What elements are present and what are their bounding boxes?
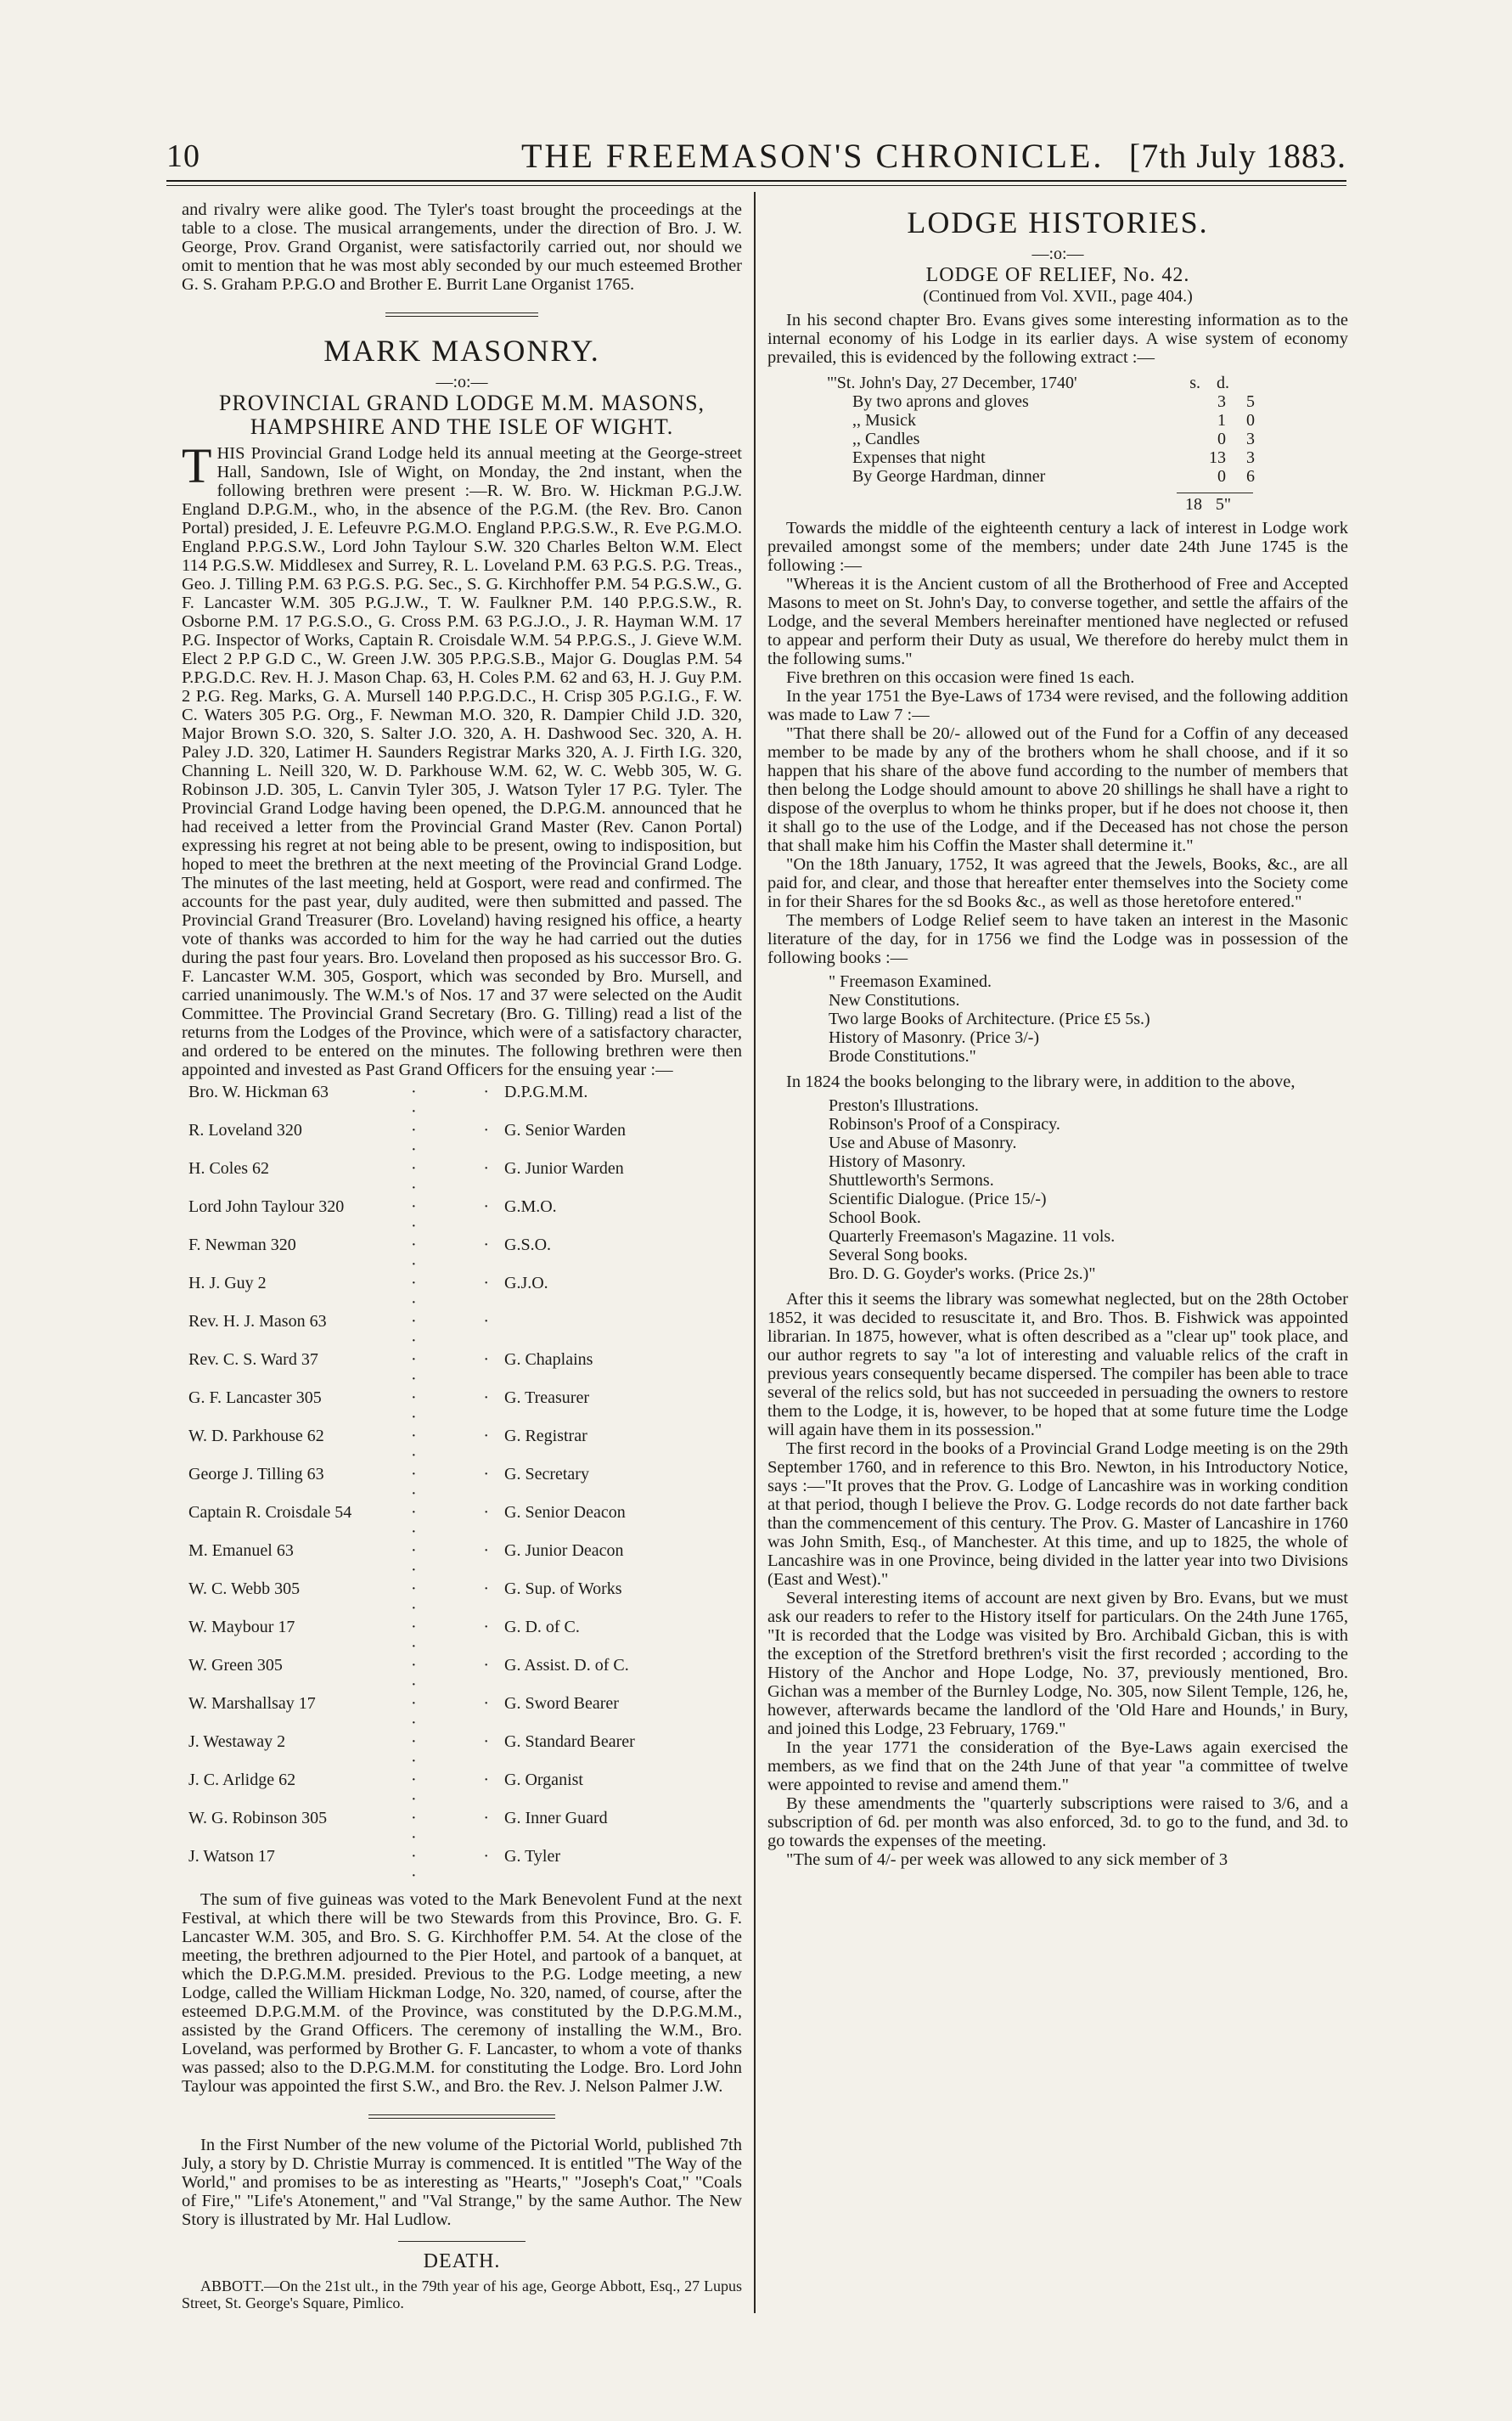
officer-row	[182, 1656, 742, 1694]
officer-role: G.J.O.	[504, 1274, 548, 1292]
officer-name: M. Emanuel 63	[188, 1541, 294, 1560]
account-d: 3	[1246, 430, 1255, 448]
leader-dots: · · ·	[411, 1236, 504, 1274]
masthead-title: THE FREEMASON'S CHRONICLE.	[521, 137, 1104, 175]
officer-row	[182, 1771, 742, 1809]
officer-name: H. J. Guy 2	[188, 1274, 267, 1292]
officer-name: Captain R. Croisdale 54	[188, 1503, 352, 1522]
account-total: 18 5"	[1177, 493, 1253, 514]
book-entry: Several Song books.	[829, 1246, 968, 1264]
death-heading: DEATH.	[423, 2250, 501, 2272]
leader-dots: · · ·	[411, 1618, 504, 1656]
officer-row	[182, 1847, 742, 1885]
header-rule-thin	[166, 185, 1346, 186]
leader-dots: · · ·	[411, 1388, 504, 1427]
officer-role: G. Chaplains	[504, 1350, 593, 1369]
lodge-of-relief-heading: LODGE OF RELIEF, No. 42.	[925, 264, 1190, 286]
book-entry: School Book.	[829, 1208, 921, 1227]
officer-role: G. Organist	[504, 1771, 583, 1789]
account-s: 1	[1217, 411, 1226, 430]
book-entry: Two large Books of Architecture. (Price £5 5s.)	[829, 1010, 1150, 1028]
leader-dots: · · ·	[411, 1541, 504, 1579]
officer-name: W. Green 305	[188, 1656, 283, 1675]
book-entry: Shuttleworth's Sermons.	[829, 1171, 994, 1190]
officer-role: G. Assist. D. of C.	[504, 1656, 629, 1675]
officer-role: D.P.G.M.M.	[504, 1083, 588, 1101]
officer-row	[182, 1503, 742, 1541]
account-row	[827, 392, 1348, 411]
account-row	[827, 467, 1348, 486]
right-para-10: After this it seems the library was somewhat neglected, but on the 28th October 1852, it was decided to resuscitate it, and Bro. Thos. B. Fishwick was appointed librarian. In 1875, however, what is often described as a "clear up" took place, and our author regrets to say "a lot of interesting and valuable relics of the craft in previous years consequently became dispersed. The compiler has been able to trace several of the relics sold, but has not succeeded in persuading the owners to restore them to the Lodge, it is, however, to be hoped that at some future time the Lodge will again have them in its possession."	[767, 1290, 1348, 1439]
book-entry: Use and Abuse of Masonry.	[829, 1134, 1017, 1152]
officer-name: W. Marshallsay 17	[188, 1694, 316, 1713]
officer-name: George J. Tilling 63	[188, 1465, 324, 1484]
officer-name: Bro. W. Hickman 63	[188, 1083, 329, 1101]
column-divider	[754, 192, 756, 2313]
leader-dots: · · ·	[411, 1159, 504, 1197]
header-rule	[166, 180, 1346, 182]
mark-masonry-heading: MARK MASONRY.	[323, 334, 600, 368]
officer-role: G.M.O.	[504, 1197, 557, 1216]
account-s: 3	[1217, 392, 1226, 411]
pgl-report-paragraph	[182, 438, 742, 1079]
book-entry: History of Masonry.	[829, 1152, 966, 1171]
account-item: ,, Musick	[852, 411, 916, 430]
leader-dots: · · ·	[411, 1083, 504, 1121]
officer-row	[182, 1427, 742, 1465]
death-notice: ABBOTT.—On the 21st ult., in the 79th year of his age, George Abbott, Esq., 27 Lupus Street, St. George's Square, Pimlico.	[182, 2277, 742, 2311]
officer-name: W. G. Robinson 305	[188, 1809, 328, 1827]
right-para-12: Several interesting items of account are next given by Bro. Evans, but we must ask our readers to refer to the History itself for particulars. On the 24th June 1765, "It is recorded that the Lodge was visited by Bro. Archibald Gicban, this is with the exception of the Stretford brethren's visit the first recorded ; according to the History of the Anchor and Hope Lodge, No. 37, previously mentioned, Bro. Gichan was a member of the Burnley Lodge, No. 305, now Silent Temple, 126, he, however, afterwards became the landlord of the 'Old Hare and Hounds,' in Bury, and joined this Lodge, 23 February, 1769."	[767, 1589, 1348, 1738]
book-entry: New Constitutions.	[829, 991, 960, 1010]
books-1756-list	[829, 972, 1348, 1066]
page-number: 10	[166, 138, 200, 174]
leader-dots: · · ·	[411, 1503, 504, 1541]
officer-name: W. D. Parkhouse 62	[188, 1427, 324, 1445]
intro-paragraph: and rivalry were alike good. The Tyler's toast brought the proceedings at the table to a close. The musical arrangements, under the direction of Bro. J. W. George, Prov. Grand Organist, were satisfactorily carried out, nor should we omit to mention that he was most ably seconded by our much esteemed Brother G. S. Graham P.P.G.O and Brother E. Burrit Lane Organist 1765.	[182, 200, 742, 294]
leader-dots: · · ·	[411, 1809, 504, 1847]
pictorial-world-paragraph: In the First Number of the new volume of the Pictorial World, published 7th July, a story by D. Christie Murray is commenced. It is entitled "The Way of the World," and promises to be as interesting as "Hearts," "Joseph's Coat," "Coals of Fire," "Life's Atonement," and "Val Strange," by the same Author. The New Story is illustrated by Mr. Hal Ludlow.	[182, 2136, 742, 2229]
right-para-7: "On the 18th January, 1752, It was agreed that the Jewels, Books, &c., are all paid for, and clear, and those that hereafter enter themselves into the Society come in for their Shares for the sd Books &c., as well as those heretofore entered."	[767, 855, 1348, 911]
officer-name: H. Coles 62	[188, 1159, 269, 1178]
officer-row	[182, 1618, 742, 1656]
right-para-5: In the year 1751 the Bye-Laws of 1734 were revised, and the following addition was made to Law 7 :—	[767, 687, 1348, 724]
officer-row	[182, 1083, 742, 1121]
account-header: "'St. John's Day, 27 December, 1740' s. d.	[827, 374, 1229, 392]
leader-dots: · · ·	[411, 1197, 504, 1236]
officer-row	[182, 1732, 742, 1771]
lodge-histories-heading: LODGE HISTORIES.	[907, 206, 1209, 239]
officer-role: G. Sword Bearer	[504, 1694, 619, 1713]
drop-cap: T	[182, 438, 212, 493]
account-s: 0	[1217, 467, 1226, 486]
right-para-2: Towards the middle of the eighteenth century a lack of interest in Lodge work prevailed amongst some of the members; under date 24th June 1745 is the following :—	[767, 519, 1348, 575]
officer-role: G. Senior Deacon	[504, 1503, 626, 1522]
officer-row	[182, 1159, 742, 1197]
right-para-15: "The sum of 4/- per week was allowed to any sick member of 3	[786, 1850, 1228, 1869]
section-divider	[368, 2114, 555, 2119]
book-entry: Brode Constitutions."	[829, 1047, 976, 1066]
account-s: 0	[1217, 430, 1226, 448]
book-entry: History of Masonry. (Price 3/-)	[829, 1028, 1040, 1047]
account-rows	[827, 392, 1348, 486]
account-s: 13	[1209, 448, 1226, 467]
officer-role: G. Junior Warden	[504, 1159, 624, 1178]
right-para-6: "That there shall be 20/- allowed out of the Fund for a Coffin of any deceased member to be made by any of the brothers whom he shall choose, and if it so happen that his share of the above fund according to the number of members that then belong the Lodge should amount to above 20 shillings he shall have a right to dispose of the overplus to whom he thinks proper, but if he does not choose it, then it shall go to the use of the Lodge, and if the Deceased has not chose the person that shall make him his Coffin the Master shall determine it."	[767, 724, 1348, 855]
officer-row	[182, 1541, 742, 1579]
officer-role: G. Registrar	[504, 1427, 587, 1445]
account-row	[827, 411, 1348, 430]
officer-role: G. Treasurer	[504, 1388, 589, 1407]
officer-role: G. Junior Deacon	[504, 1541, 624, 1560]
right-para-8: The members of Lodge Relief seem to have taken an interest in the Masonic literature of the day, for in 1756 we find the Lodge was in possession of the following books :—	[767, 911, 1348, 967]
leader-dots: · · ·	[411, 1579, 504, 1618]
officer-row	[182, 1121, 742, 1159]
officer-name: R. Loveland 320	[188, 1121, 302, 1140]
benevolent-paragraph: The sum of five guineas was voted to the Mark Benevolent Fund at the next Festival, at which there will be two Stewards from this Province, Bro. G. F. Lancaster W.M. 305, and Bro. S. G. Kirchhoffer P.M. 54. At the close of the meeting, the brethren adjourned to the Pier Hotel, and partook of a banquet, at which the D.P.G.M.M. presided. Previous to the P.G. Lodge meeting, a new Lodge, called the William Hickman Lodge, No. 320, named, of course, after the esteemed D.P.G.M.M. of the Province, was constituted by the D.P.G.M.M., assisted by the Grand Officers. The ceremony of installing the W.M., Bro. Loveland, was performed by Brother G. F. Lancaster, to whom a vote of thanks was passed; also to the D.P.G.M.M. for constituting the Lodge. Bro. Lord John Taylour was appointed the first S.W., and Bro. the Rev. J. Nelson Palmer J.W.	[182, 1890, 742, 2096]
officer-row	[182, 1694, 742, 1732]
officer-name: Rev. C. S. Ward 37	[188, 1350, 318, 1369]
account-d: 0	[1246, 411, 1255, 430]
right-para-1: In his second chapter Bro. Evans gives some interesting information as to the internal economy of his Lodge in its earlier days. A wise system of economy prevailed, this is evidenced by the following extract :—	[767, 311, 1348, 367]
officer-name: J. Watson 17	[188, 1847, 275, 1866]
account-d: 3	[1246, 448, 1255, 467]
officer-name: W. Maybour 17	[188, 1618, 295, 1636]
books-1824-list	[829, 1096, 1348, 1283]
right-para-3: "Whereas it is the Ancient custom of all the Brotherhood of Free and Accepted Masons to meet on St. John's Day, to converse together, and settle the affairs of the Lodge, and the several Members hereinafter mentioned have neglected or refused to appear and perform their Duty as usual, We therefore do hereby mulct them in the following sums."	[767, 575, 1348, 668]
officer-row	[182, 1809, 742, 1847]
officer-row	[182, 1465, 742, 1503]
ornament: —:o:—	[436, 373, 488, 391]
officer-name: G. F. Lancaster 305	[188, 1388, 322, 1407]
account-item: By George Hardman, dinner	[852, 467, 1046, 486]
leader-dots: · · ·	[411, 1350, 504, 1388]
book-entry: Robinson's Proof of a Conspiracy.	[829, 1115, 1060, 1134]
officer-row	[182, 1197, 742, 1236]
right-para-13: In the year 1771 the consideration of the Bye-Laws again exercised the members, as we find that on the 24th June of that year "a committee of twelve were appointed to revise and amend them."	[767, 1738, 1348, 1794]
issue-date: [7th July 1883.	[1128, 137, 1346, 175]
officer-name: W. C. Webb 305	[188, 1579, 301, 1598]
officer-role	[504, 1312, 742, 1350]
officer-name: J. Westaway 2	[188, 1732, 286, 1751]
leader-dots: · · ·	[411, 1656, 504, 1694]
officer-row	[182, 1312, 742, 1350]
right-para-11: The first record in the books of a Provincial Grand Lodge meeting is on the 29th September 1760, and in reference to this Bro. Newton, in his Introductory Notice, says :—"It proves that the Prov. G. Lodge of Lancashire was in working condition at that period, though I believe the Prov. G. Lodge records do not date farther back than the commencement of this century. The Prov. G. Master of Lancashire in 1760 was John Smith, Esq., of Manchester. At this time, and up to 1825, the whole of Lancashire was in one Province, being divided in the latter year into two Divisions (East and West)."	[767, 1439, 1348, 1589]
section-divider	[385, 312, 538, 317]
leader-dots: · · ·	[411, 1771, 504, 1809]
officer-role: G. Secretary	[504, 1465, 589, 1484]
officer-role: G.S.O.	[504, 1236, 552, 1254]
officer-row	[182, 1388, 742, 1427]
officer-role: G. Standard Bearer	[504, 1732, 635, 1751]
account-item: By two aprons and gloves	[852, 392, 1029, 411]
book-entry: Preston's Illustrations.	[829, 1096, 979, 1115]
account-item: Expenses that night	[852, 448, 986, 467]
right-para-9: In 1824 the books belonging to the library were, in addition to the above,	[786, 1073, 1296, 1091]
ornament: —:o:—	[1031, 245, 1084, 263]
leader-dots: · · ·	[411, 1427, 504, 1465]
account-row	[827, 430, 1348, 448]
officer-role: G. Sup. of Works	[504, 1579, 622, 1598]
account-item: ,, Candles	[852, 430, 920, 448]
pgl-report-text: HIS Provincial Grand Lodge held its annual meeting at the George-street Hall, Sandown, Isle of Wight, on Monday, the 2nd instant, when the following brethren were present :—R. W. Bro. W. Hickman P.G.J.W. England D.P.G.M., who, in the absence of the P.G.M. (the Rev. Bro. Canon Portal) presided, J. E. Lefeuvre P.G.M.O. England P.P.G.S.W., R. Eve P.G.M.O. England P.P.G.S.W., Lord John Taylour S.W. 320 Charles Belton W.M. Elect 114 P.G.S.W. Middlesex and Surrey, R. L. Loveland P.M. 63 P.G.S. P.G. Treas., Geo. J. Tilling P.M. 63 P.G.S. P.G. Sec., S. G. Kirchhoffer P.M. 54 P.G.S.W., G. F. Lancaster W.M. 305 P.G.J.W., T. W. Faulkner P.M. 140 P.P.G.S.W., R. Osborne P.M. 17 P.G.S.O., G. Cross P.M. 63 P.G.J.O., J. R. Hayman W.M. 17 P.G. Inspector of Works, Captain R. Croisdale W.M. 54 P.P.G.S., J. Gieve W.M. Elect 2 P.P G.D C., W. Green J.W. 305 P.P.G.S.B., Major G. Douglas P.M. 54 P.P.G.D.C. Rev. H. J. Mason Chap. 63, H. Coles P.M. 62 and 63, H. J. Guy P.M. 2 P.G. Reg. Marks, G. A. Mursell 140 P.P.G.D.C., H. Crisp 305 P.G.I.G., F. W. C. Waters 305 P.G. Org., F. Newman M.O. 320, R. Dampier Child J.D. 320, Major Brown S.O. 320, S. Salter J.O. 320, A. H. Dashwood Sec. 320, A. H. Paley J.D. 320, Latimer H. Saunders Registrar Marks 320, A. J. Firth I.G. 320, Channing L. Neill 320, W. D. Parkhouse W.M. 62, W. C. Webb 305, W. G. Robinson J.D. 305, L. Canvin Tyler 305, J. Watson Tyler 17 P.G. Tyler. The Provincial Grand Lodge having been opened, the D.P.G.M. announced that he had received a letter from the Provincial Grand Master (Rev. Canon Portal) expressing his regret at not being able to be present, owing to indisposition, but hoped to meet the brethren at the next meeting of the Provincial Grand Lodge. The minutes of the last meeting, held at Gosport, were read and confirmed. The accounts for the past year, duly audited, were then submitted and passed. The Provincial Grand Treasurer (Bro. Loveland) having resigned his office, a hearty vote of thanks was accorded to him for the way he had carried out the duties during the past four years. Bro. Loveland then proposed as his successor Bro. G. F. Lancaster W.M. 305, Gosport, which was seconded by Bro. Mursell, and carried unanimously. The W.M.'s of Nos. 17 and 37 were selected on the Audit Committee. The Provincial Grand Secretary (Bro. G. Tilling) read a list of the returns from the Lodges of the Province, which were of a satisfactory character, and ordered to be entered on the minutes. The following brethren were then appointed and invested as Past Grand Officers for the ensuing year :—	[182, 444, 742, 1079]
pgl-heading-line2: HAMPSHIRE AND THE ISLE OF WIGHT.	[250, 414, 674, 439]
leader-dots: · · ·	[411, 1847, 504, 1885]
left-column	[182, 200, 742, 2311]
book-entry: Quarterly Freemason's Magazine. 11 vols.	[829, 1227, 1116, 1246]
officer-role: G. Tyler	[504, 1847, 560, 1866]
officers-list	[182, 1083, 742, 1885]
officer-role: G. D. of C.	[504, 1618, 580, 1636]
officer-name: F. Newman 320	[188, 1236, 296, 1254]
right-para-14: By these amendments the "quarterly subscriptions were raised to 3/6, and a subscription of 6d. per month was also enforced, 3d. to go to the fund, and 3d. to go towards the expenses of the meeting.	[767, 1794, 1348, 1850]
officer-role: G. Inner Guard	[504, 1809, 608, 1827]
right-para-4: Five brethren on this occasion were fined 1s each.	[786, 668, 1135, 687]
officer-row	[182, 1274, 742, 1312]
account-extract	[827, 374, 1348, 514]
page-header	[166, 136, 1346, 183]
officer-role: G. Senior Warden	[504, 1121, 626, 1140]
leader-dots: · · ·	[411, 1121, 504, 1159]
officer-row	[182, 1236, 742, 1274]
leader-dots: · · ·	[411, 1274, 504, 1312]
officer-row	[182, 1579, 742, 1618]
book-entry: " Freemason Examined.	[829, 972, 992, 991]
officer-name: Rev. H. J. Mason 63	[188, 1312, 327, 1331]
leader-dots: · · ·	[411, 1694, 504, 1732]
pgl-heading-line1: PROVINCIAL GRAND LODGE M.M. MASONS,	[218, 391, 705, 415]
book-entry: Bro. D. G. Goyder's works. (Price 2s.)"	[829, 1264, 1096, 1283]
account-d: 5	[1246, 392, 1255, 411]
book-entry: Scientific Dialogue. (Price 15/-)	[829, 1190, 1047, 1208]
leader-dots: · · ·	[411, 1732, 504, 1771]
right-column	[767, 200, 1348, 1869]
account-row	[827, 448, 1348, 467]
officer-name: Lord John Taylour 320	[188, 1197, 345, 1216]
leader-dots: · · ·	[411, 1465, 504, 1503]
continued-note: (Continued from Vol. XVII., page 404.)	[923, 287, 1193, 306]
section-divider	[398, 2241, 526, 2242]
leader-dots: · · ·	[411, 1312, 504, 1350]
officer-name: J. C. Arlidge 62	[188, 1771, 296, 1789]
officer-row	[182, 1350, 742, 1388]
account-d: 6	[1246, 467, 1255, 486]
